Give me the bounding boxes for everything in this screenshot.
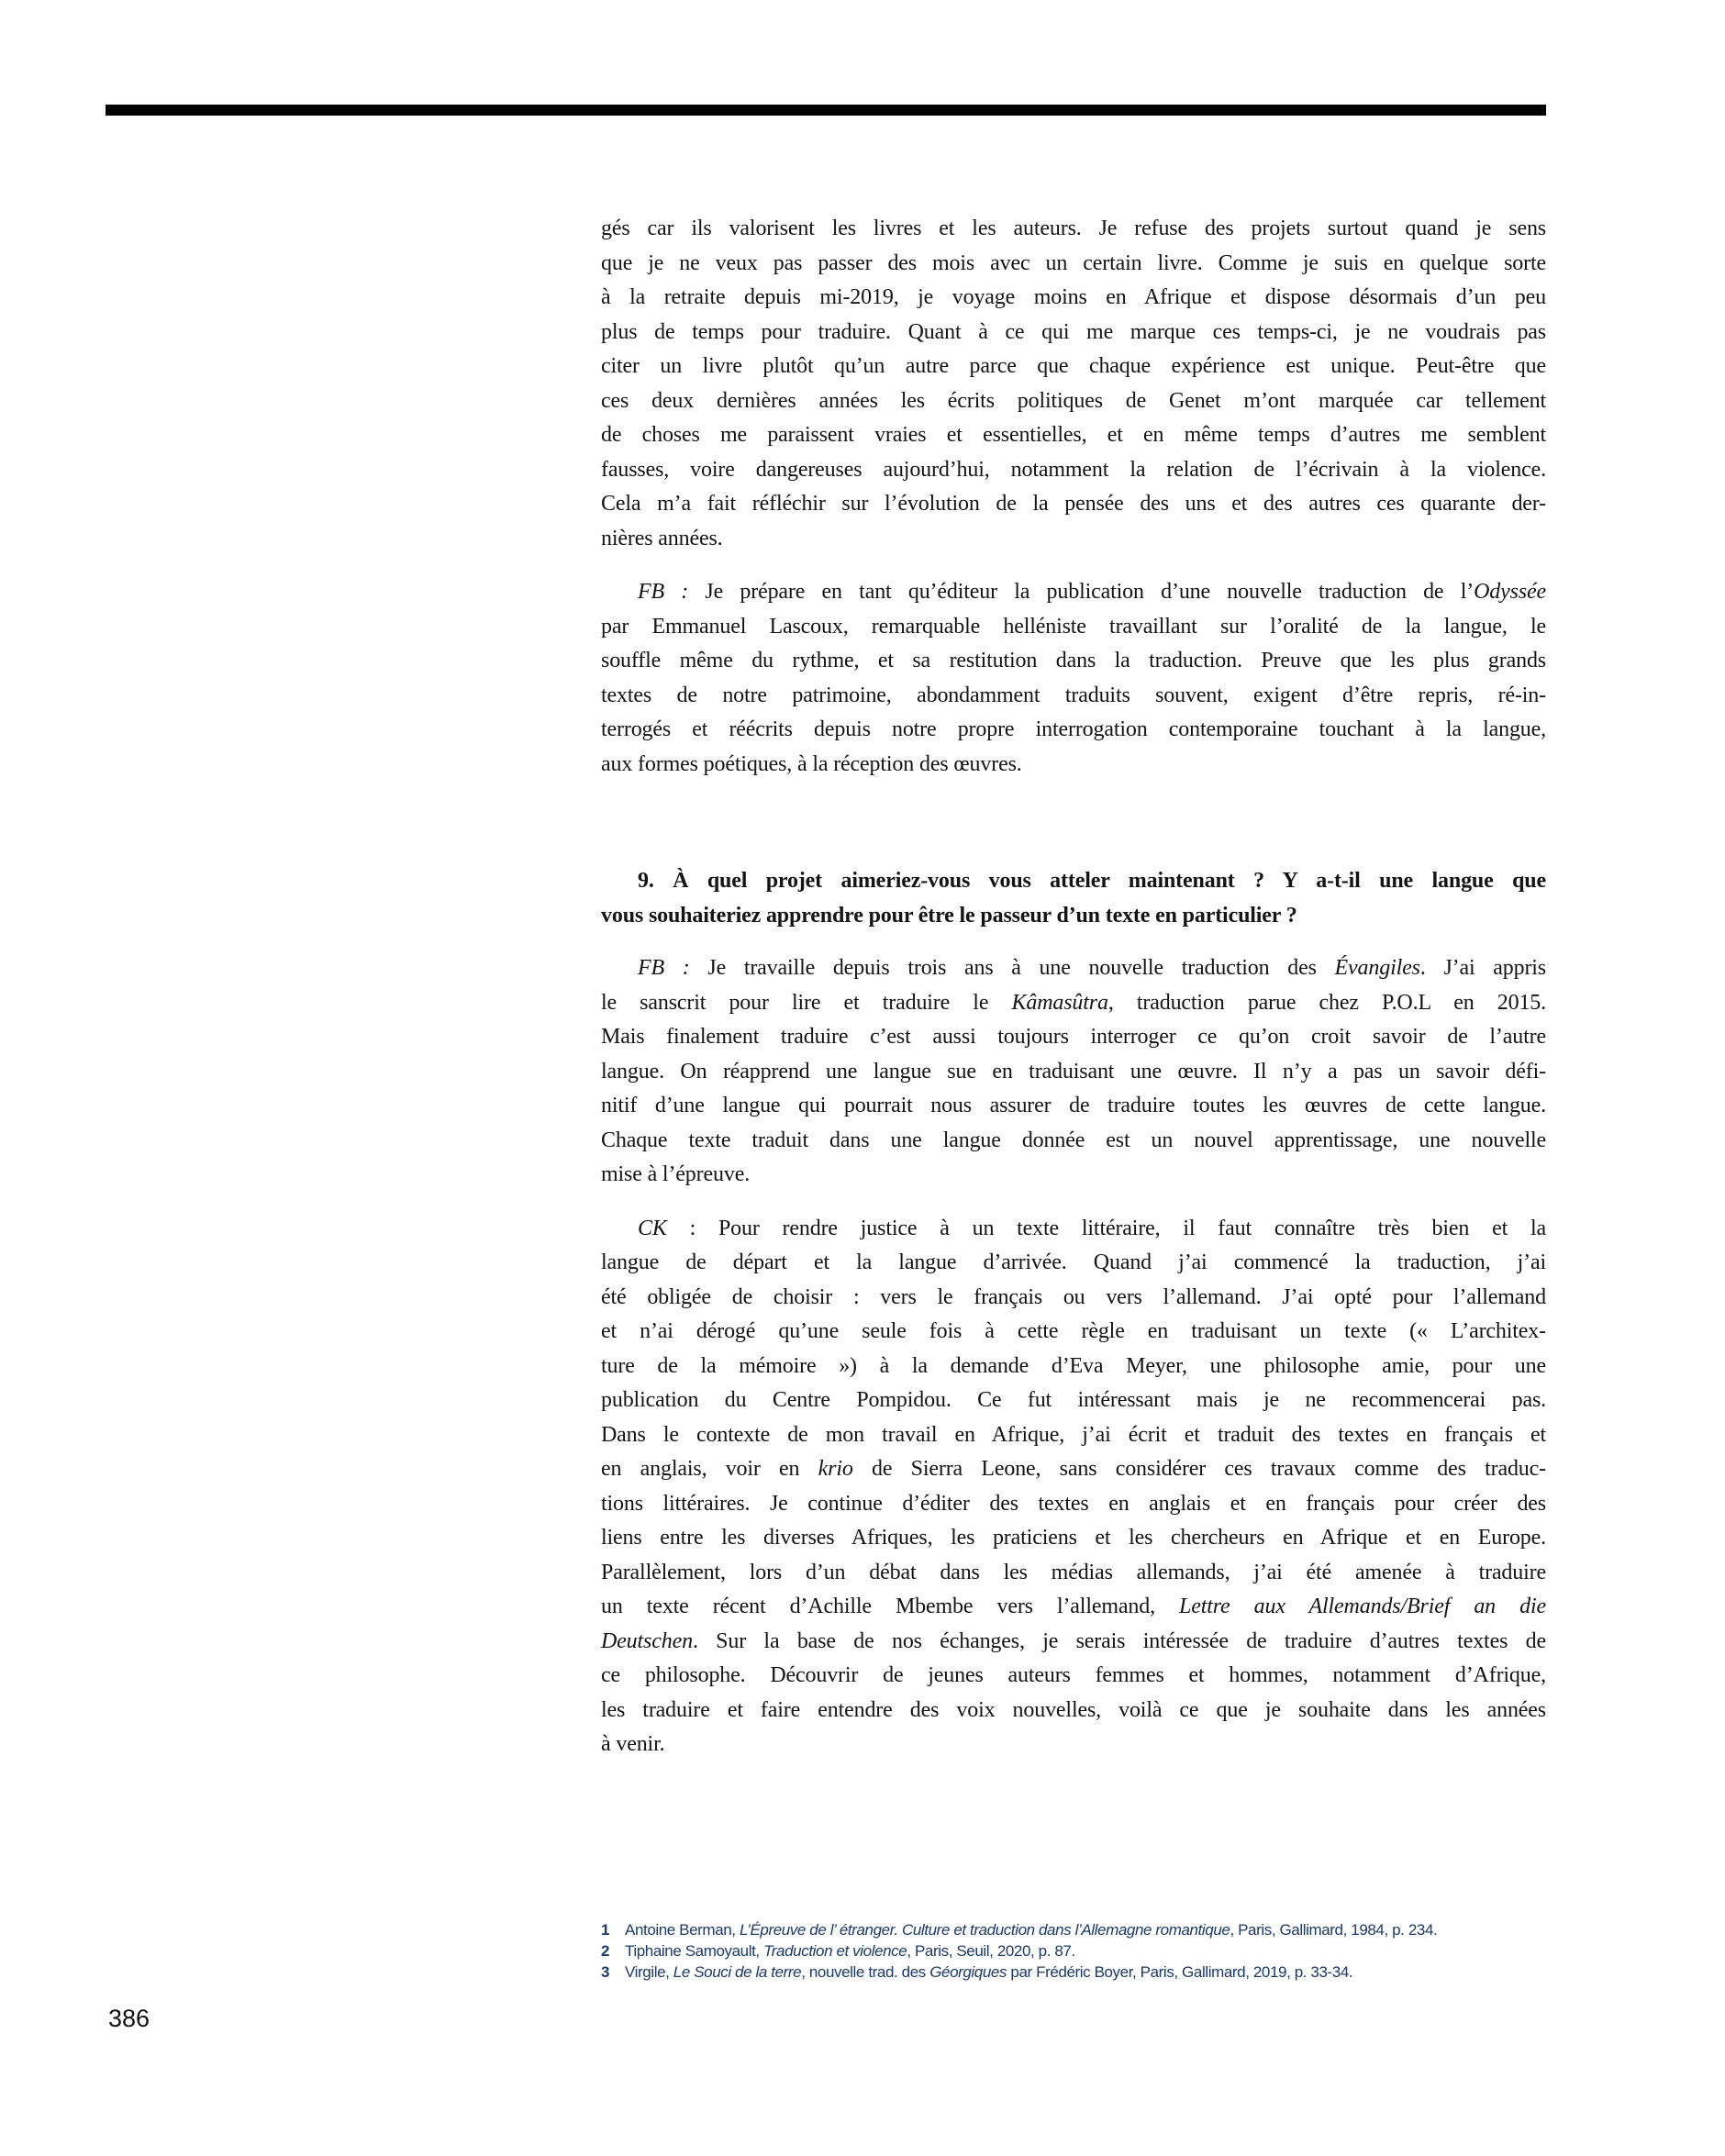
text-line: Chaque texte traduit dans une langue donnée est un nouvel apprentissage, une nouvelle: [601, 1128, 1546, 1152]
text-line: publication du Centre Pompidou. Ce fut intéressant mais je ne recommencerai pas.: [601, 1388, 1546, 1412]
text-line: terrogés et réécrits depuis notre propre interrogation contemporaine touchant à la langue,: [601, 717, 1546, 741]
text-line: par Emmanuel Lascoux, remarquable helléniste travaillant sur l’oralité de la langue, le: [601, 614, 1546, 639]
text-line: un texte récent d’Achille Mbembe vers l’allemand, Lettre aux Allemands/Brief an die: [601, 1595, 1546, 1618]
footnote-number: 1: [601, 1921, 610, 1939]
question-9-heading: [601, 864, 1546, 933]
text-line: Parallèlement, lors d’un débat dans les médias allemands, j’ai été amenée à traduire: [601, 1560, 1546, 1584]
text-line: vous souhaiteriez apprendre pour être le passeur d’un texte en particulier ?: [601, 903, 1297, 928]
text-line: plus de temps pour traduire. Quant à ce qui me marque ces temps-ci, je ne voudrais pas: [601, 319, 1546, 344]
text-line: ces deux dernières années les écrits politiques de Genet m’ont marquée car tellement: [601, 388, 1546, 413]
text-line: liens entre les diverses Afriques, les praticiens et les chercheurs en Afrique et en Europe.: [601, 1526, 1546, 1550]
body-text: [601, 212, 1546, 1762]
text-line: en anglais, voir en krio de Sierra Leone, sans considérer ces travaux comme des traduc-: [601, 1457, 1546, 1481]
footnote-item: [601, 1919, 1546, 1940]
text-line: nières années.: [601, 526, 723, 550]
text-line: à la retraite depuis mi-2019, je voyage moins en Afrique et dispose désormais d’un peu: [601, 285, 1546, 309]
text-line: 9. À quel projet aimeriez-vous vous atteler maintenant ? Y a-t-il une langue que: [638, 869, 1546, 893]
text-line: Cela m’a fait réfléchir sur l’évolution de la pensée des uns et des autres ces quarante der-: [601, 492, 1546, 516]
text-line: souffle même du rythme, et sa restitution dans la traduction. Preuve que les plus grands: [601, 649, 1546, 672]
text-line: que je ne veux pas passer des mois avec un certain livre. Comme je suis en quelque sorte: [601, 250, 1546, 275]
footnote-item: [601, 1940, 1546, 1962]
continuation-paragraph: [601, 212, 1546, 556]
text-line: Deutschen. Sur la base de nos échanges, je serais intéressée de traduire d’autres textes de: [601, 1628, 1546, 1653]
footnotes-section: [601, 1919, 1546, 1983]
text-line: mise à l’épreuve.: [601, 1162, 751, 1186]
footnote-text: Antoine Berman, L’Épreuve de l’ étranger. Culture et traduction dans l’Allemagne romantique, Paris, Gallimard, 1984, p. 234.: [625, 1921, 1438, 1939]
text-line: et n’ai dérogé qu’une seule fois à cette règle en traduisant un texte (« L’architex-: [601, 1319, 1546, 1343]
text-line: citer un livre plutôt qu’un autre parce que chaque expérience est unique. Peut-être que: [601, 354, 1546, 378]
footnote-item: [601, 1962, 1546, 1983]
text-line: FB : Je prépare en tant qu’éditeur la publication d’une nouvelle traduction de l’Odyssée: [638, 580, 1546, 604]
text-line: Mais finalement traduire c’est aussi toujours interroger ce qu’on croit savoir de l’autre: [601, 1025, 1546, 1049]
text-line: gés car ils valorisent les livres et les auteurs. Je refuse des projets surtout quand je sens: [601, 217, 1546, 240]
text-line: les traduire et faire entendre des voix nouvelles, voilà ce que je souhaite dans les années: [601, 1697, 1546, 1722]
footnote-number: 3: [601, 1963, 610, 1981]
page-number: 386: [108, 2005, 150, 2032]
text-line: de choses me paraissent vraies et essentielles, et en même temps d’autres me semblent: [601, 423, 1546, 447]
text-line: ce philosophe. Découvrir de jeunes auteurs femmes et hommes, notamment d’Afrique,: [601, 1663, 1546, 1687]
text-line: le sanscrit pour lire et traduire le Kâmasûtra, traduction parue chez P.O.L en 2015.: [601, 990, 1547, 1015]
text-line: fausses, voire dangereuses aujourd’hui, notamment la relation de l’écrivain à la violence.: [601, 457, 1546, 482]
text-line: CK : Pour rendre justice à un texte littéraire, il faut connaître très bien et la: [638, 1216, 1546, 1240]
text-line: aux formes poétiques, à la réception des œuvres.: [601, 751, 1022, 776]
text-line: langue de départ et la langue d’arrivée. Quand j’ai commencé la traduction, j’ai: [601, 1250, 1546, 1274]
text-line: nitif d’une langue qui pourrait nous assurer de traduire toutes les œuvres de cette langue.: [601, 1094, 1546, 1117]
text-line: textes de notre patrimoine, abondamment traduits souvent, exigent d’être repris, ré-in-: [601, 683, 1546, 707]
text-line: tions littéraires. Je continue d’éditer des textes en anglais et en français pour créer des: [601, 1491, 1546, 1516]
footnote-text: Virgile, Le Souci de la terre, nouvelle trad. des Géorgiques par Frédéric Boyer, Paris, Gallimard, 2019, p. 33-34.: [625, 1963, 1353, 1981]
text-line: FB : Je travaille depuis trois ans à une nouvelle traduction des Évangiles. J’ai appris: [638, 956, 1546, 980]
footnote-text: Tiphaine Samoyault, Traduction et violence, Paris, Seuil, 2020, p. 87.: [625, 1942, 1075, 1960]
fb-answer-odyssee: [601, 575, 1546, 782]
header-rule: [106, 105, 1546, 116]
ck-answer: [601, 1212, 1546, 1762]
text-line: été obligée de choisir : vers le français ou vers l’allemand. J’ai opté pour l’allemand: [601, 1284, 1546, 1309]
text-line: ture de la mémoire ») à la demande d’Eva Meyer, une philosophe amie, pour une: [601, 1353, 1546, 1378]
text-line: à venir.: [601, 1732, 665, 1756]
footnote-number: 2: [601, 1942, 610, 1960]
fb-answer-evangiles: [601, 951, 1546, 1193]
text-line: langue. On réapprend une langue sue en traduisant une œuvre. Il n’y a pas un savoir défi-: [601, 1059, 1546, 1084]
text-line: Dans le contexte de mon travail en Afrique, j’ai écrit et traduit des textes en français et: [601, 1422, 1546, 1447]
